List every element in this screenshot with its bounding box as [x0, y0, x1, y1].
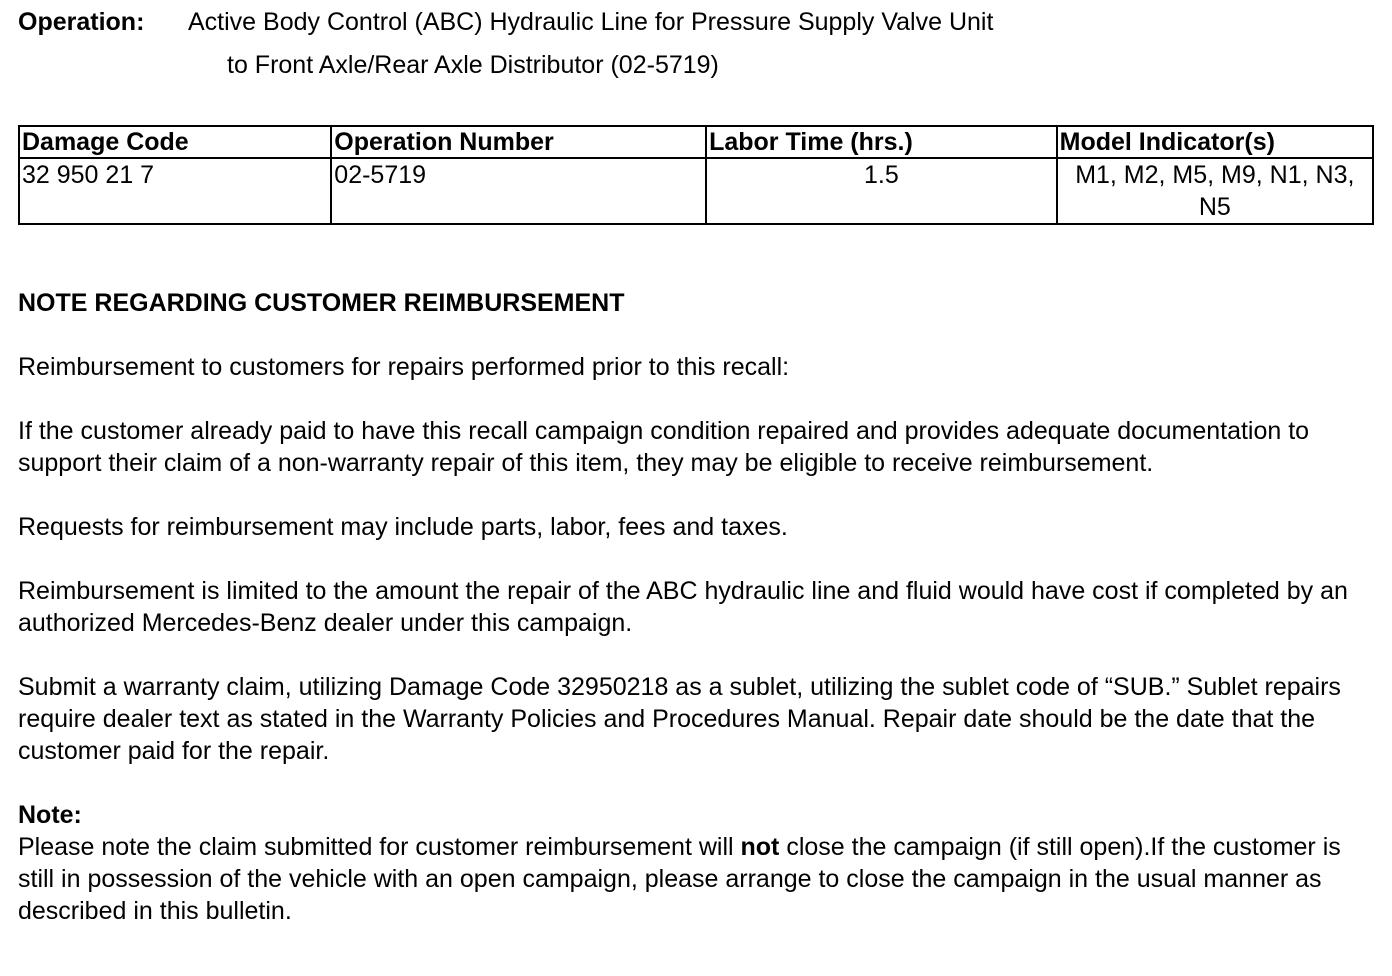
header-model-indicators: Model Indicator(s)	[1057, 126, 1373, 158]
table-row	[19, 158, 1373, 224]
reimbursement-paragraph-2: Requests for reimbursement may include parts, labor, fees and taxes.	[18, 513, 788, 541]
operation-line-1	[18, 6, 993, 39]
operation-line-2: to Front Axle/Rear Axle Distributor (02-5719)	[227, 51, 719, 79]
note-text-emphasis: not	[740, 833, 780, 861]
note-label: Note:	[18, 801, 82, 829]
table-header-row	[19, 126, 1373, 158]
cell-operation-number: 02-5719	[331, 158, 706, 224]
cell-labor-time: 1.5	[706, 158, 1057, 224]
operation-label: Operation:	[18, 8, 145, 36]
labor-operation-table	[18, 125, 1374, 225]
note-paragraph	[18, 831, 1374, 927]
note-block	[18, 799, 1374, 927]
header-damage-code: Damage Code	[19, 126, 331, 158]
header-labor-time: Labor Time (hrs.)	[706, 126, 1057, 158]
section-heading: NOTE REGARDING CUSTOMER REIMBURSEMENT	[18, 289, 625, 317]
reimbursement-paragraph-3: Reimbursement is limited to the amount the repair of the ABC hydraulic line and fluid would have cost if completed by an authorized Mercedes-Benz dealer under this campaign.	[18, 577, 1348, 637]
cell-model-indicators: M1, M2, M5, M9, N1, N3, N5	[1057, 158, 1373, 224]
note-text-before: Please note the claim submitted for customer reimbursement will	[18, 833, 741, 861]
reimbursement-paragraph-1: If the customer already paid to have this recall campaign condition repaired and provides adequate documentation to support their claim of a non-warranty repair of this item, they may be eligible to receive reimbursement.	[18, 417, 1310, 477]
reimbursement-section	[18, 287, 1374, 959]
reimbursement-paragraph-4: Submit a warranty claim, utilizing Damage Code 32950218 as a sublet, utilizing the sublet code of “SUB.” Sublet repairs require dealer text as stated in the Warranty Policies and Procedures Manual. Repair date should be the date that the customer paid for the repair.	[18, 673, 1341, 765]
operation-title: Active Body Control (ABC) Hydraulic Line for Pressure Supply Valve Unit	[188, 8, 994, 36]
reimbursement-intro: Reimbursement to customers for repairs performed prior to this recall:	[18, 353, 790, 381]
note-text-after: close the campaign (if still open).If the customer is still in possession of the vehicle with an open campaign, please arrange to close the campaign in the usual manner as described in this bulletin.	[18, 833, 1341, 925]
cell-damage-code: 32 950 21 7	[19, 158, 331, 224]
header-operation-number: Operation Number	[331, 126, 706, 158]
